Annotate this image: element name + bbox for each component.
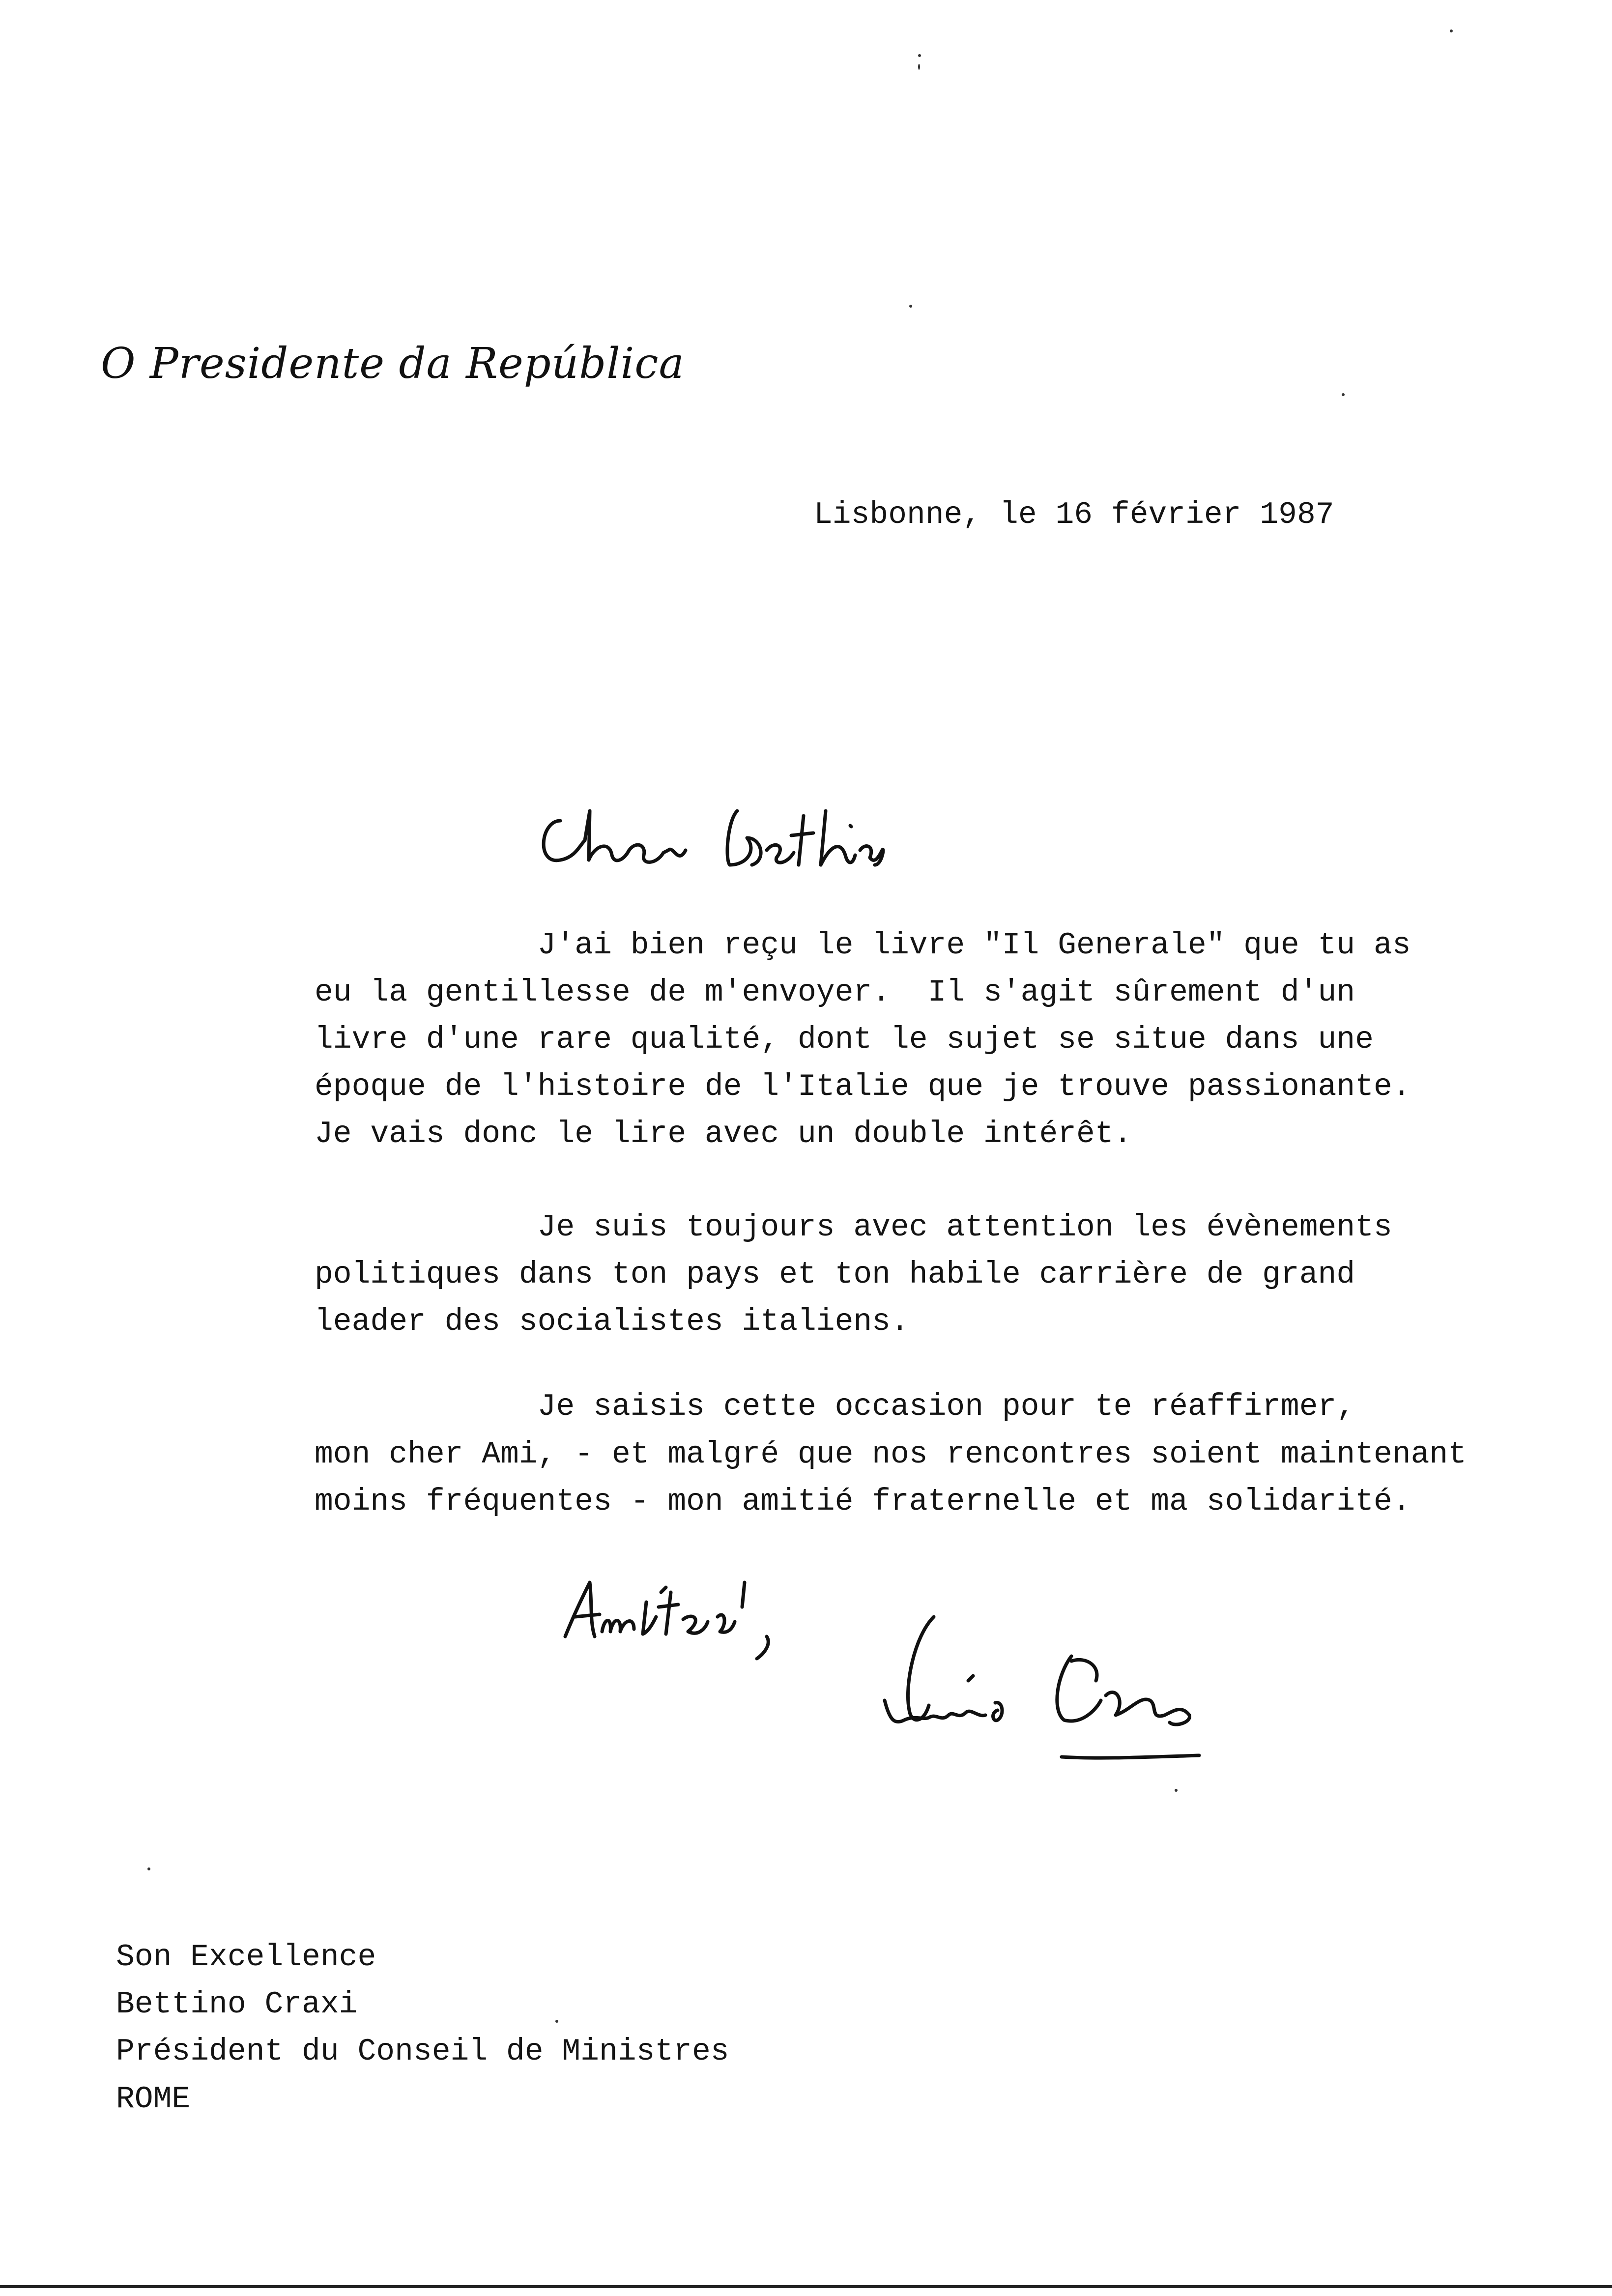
- address-line-1: Son Excellence: [116, 1940, 376, 1975]
- address-line-4: ROME: [116, 2082, 191, 2117]
- letterhead-title: O Presidente da República: [101, 339, 685, 388]
- scan-speck: [1175, 1789, 1178, 1792]
- scan-speck: [909, 305, 912, 308]
- date-line: Lisbonne, le 16 février 1987: [814, 497, 1334, 532]
- scan-speck: [1342, 393, 1345, 396]
- scan-speck: [555, 2020, 558, 2023]
- paragraph-3-line-1: Je saisis cette occasion pour te réaffirmer,: [315, 1389, 1355, 1424]
- paragraph-1-line-5: Je vais donc le lire avec un double intérêt.: [315, 1117, 1132, 1151]
- paragraph-2-line-2: politiques dans ton pays et ton habile carrière de grand: [315, 1257, 1355, 1292]
- handwritten-closing: [555, 1563, 821, 1661]
- paragraph-1-line-2: eu la gentillesse de m'envoyer. Il s'agit sûrement d'un: [315, 975, 1355, 1010]
- scan-speck: [918, 64, 920, 70]
- handwritten-salutation: [531, 791, 885, 880]
- scan-speck: [1450, 29, 1453, 32]
- scan-speck: [918, 54, 921, 57]
- address-line-3: Président du Conseil de Ministres: [116, 2034, 729, 2069]
- paragraph-3-line-3: moins fréquentes - mon amitié fraternelle et ma solidarité.: [315, 1484, 1411, 1519]
- scan-speck: [147, 1867, 150, 1870]
- paragraph-1-line-4: époque de l'histoire de l'Italie que je trouve passionante.: [315, 1069, 1411, 1104]
- handwritten-signature: [875, 1597, 1219, 1794]
- address-line-2: Bettino Craxi: [116, 1987, 358, 2022]
- paragraph-2-line-3: leader des socialistes italiens.: [315, 1304, 909, 1339]
- paragraph-1-line-1: J'ai bien reçu le livre "Il Generale" que tu as: [315, 928, 1411, 963]
- scan-bottom-edge: [0, 2285, 1612, 2288]
- paragraph-3-line-2: mon cher Ami, - et malgré que nos rencontres soient maintenant: [315, 1437, 1467, 1472]
- paragraph-2-line-1: Je suis toujours avec attention les évènements: [315, 1210, 1392, 1245]
- paragraph-1-line-3: livre d'une rare qualité, dont le sujet se situe dans une: [315, 1022, 1374, 1057]
